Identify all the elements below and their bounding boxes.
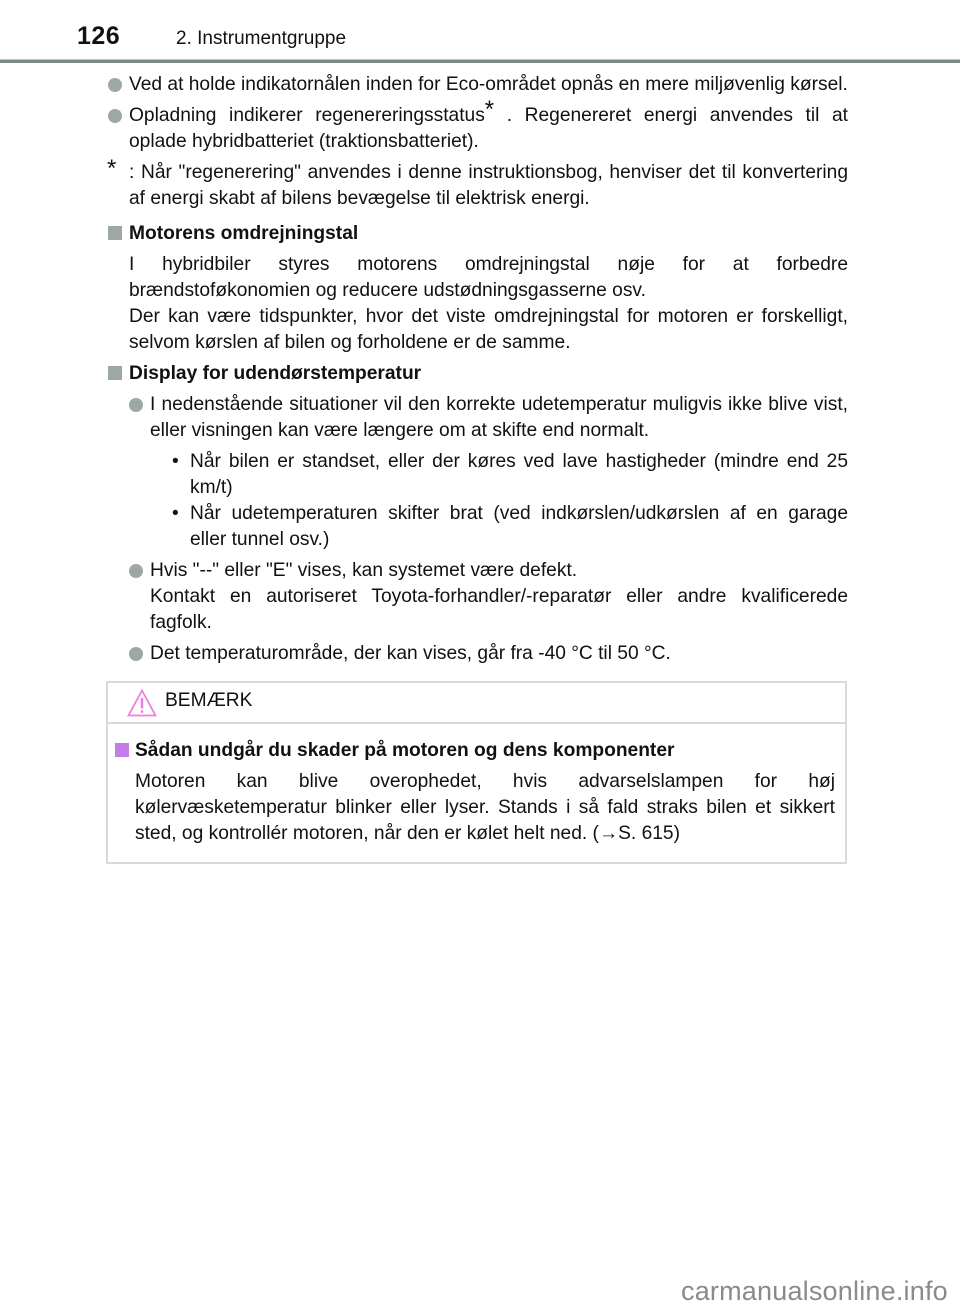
footnote-text: : Når "regenerering" anvendes i denne instruktionsbog, henviser det til konvertering af energi skabt af bilens bevægelse til elektrisk energi. — [129, 162, 848, 209]
notice-title: BEMÆRK — [165, 690, 253, 711]
notice-heading-text: Sådan undgår du skader på motoren og dens komponenter — [135, 740, 675, 761]
circle-bullet-icon — [108, 109, 122, 123]
sub-list-item — [171, 449, 848, 501]
square-bullet-icon — [115, 743, 129, 757]
page-header — [0, 0, 960, 58]
warning-triangle-icon — [127, 689, 157, 717]
section-paragraph: I hybridbiler styres motorens omdrejningstal nøje for at forbedre brændstoføkonomien og reducere udstødningsgasserne osv. — [129, 254, 848, 301]
square-bullet-icon — [108, 226, 122, 240]
circle-bullet-icon — [129, 398, 143, 412]
section-body — [108, 252, 848, 356]
dot-bullet-icon: • — [172, 503, 179, 524]
square-bullet-icon — [108, 366, 122, 380]
list-item — [129, 641, 848, 667]
list-item-text: Kontakt en autoriseret Toyota-forhandler/-reparatør eller andre kvalificerede fagfolk. — [150, 586, 848, 633]
list-item-text: I nedenstående situationer vil den korrekte udetemperatur muligvis ikke blive vist, eller visningen kan være længere om at skifte end normalt. — [150, 394, 848, 441]
list-item-text: Hvis "--" eller "E" vises, kan systemet være defekt. — [150, 560, 578, 581]
footnote-marker: * — [484, 96, 495, 123]
list-item — [129, 392, 848, 553]
section-body — [108, 392, 848, 667]
section-paragraph: Der kan være tidspunkter, hvor det viste omdrejningstal for motoren er forskelligt, selvom kørslen af bilen og forholdene er de samme. — [129, 306, 848, 353]
section-heading — [108, 361, 848, 387]
intro-item — [108, 72, 848, 98]
watermark: carmanualsonline.info — [681, 1276, 948, 1306]
section-heading-text: Motorens omdrejningstal — [129, 223, 359, 244]
intro-item-text: Opladning indikerer regenereringsstatus — [129, 105, 485, 126]
intro-item-text: Ved at holde indikatornålen inden for Eco-området opnås en mere miljøvenlig kørsel. — [129, 74, 848, 95]
circle-bullet-icon — [108, 78, 122, 92]
circle-bullet-icon — [129, 647, 143, 661]
notice-header — [108, 683, 845, 724]
section-title: 2. Instrumentgruppe — [176, 28, 347, 49]
intro-item — [108, 96, 848, 155]
dot-bullet-icon: • — [172, 451, 179, 472]
footnote-asterisk: * — [107, 155, 117, 182]
section-heading — [108, 221, 848, 247]
sub-list-item-text: Når bilen er standset, eller der køres ved lave hastigheder (mindre end 25 km/t) — [190, 451, 848, 498]
page-number: 126 — [77, 22, 121, 50]
sub-list-item-text: Når udetemperaturen skifter brat (ved indkørslen/udkørslen af en garage eller tunnel osv.) — [190, 503, 848, 550]
section-heading-text: Display for udendørstemperatur — [129, 363, 422, 384]
notice-box — [106, 681, 847, 864]
notice-body — [108, 724, 845, 847]
notice-text: Motoren kan blive overophedet, hvis advarselslampen for høj kølervæsketemperatur blinker eller lyser. Stands i så fald straks bilen et sikkert sted, og kontrollér motoren, når den er kølet helt ned. (→S. 615) — [135, 771, 835, 844]
sub-list-item — [171, 501, 848, 553]
main-content — [108, 72, 848, 672]
footnote — [107, 155, 848, 212]
intro-item-text: . Regenereret energi anvendes til at oplade hybridbatteriet (traktionsbatteriet). — [129, 105, 848, 152]
list-item-text: Det temperaturområde, der kan vises, går fra -40 °C til 50 °C. — [150, 643, 671, 664]
circle-bullet-icon — [129, 564, 143, 578]
sub-list — [150, 449, 848, 553]
header-divider — [0, 59, 960, 63]
notice-heading — [115, 738, 845, 764]
list-item — [129, 558, 848, 636]
